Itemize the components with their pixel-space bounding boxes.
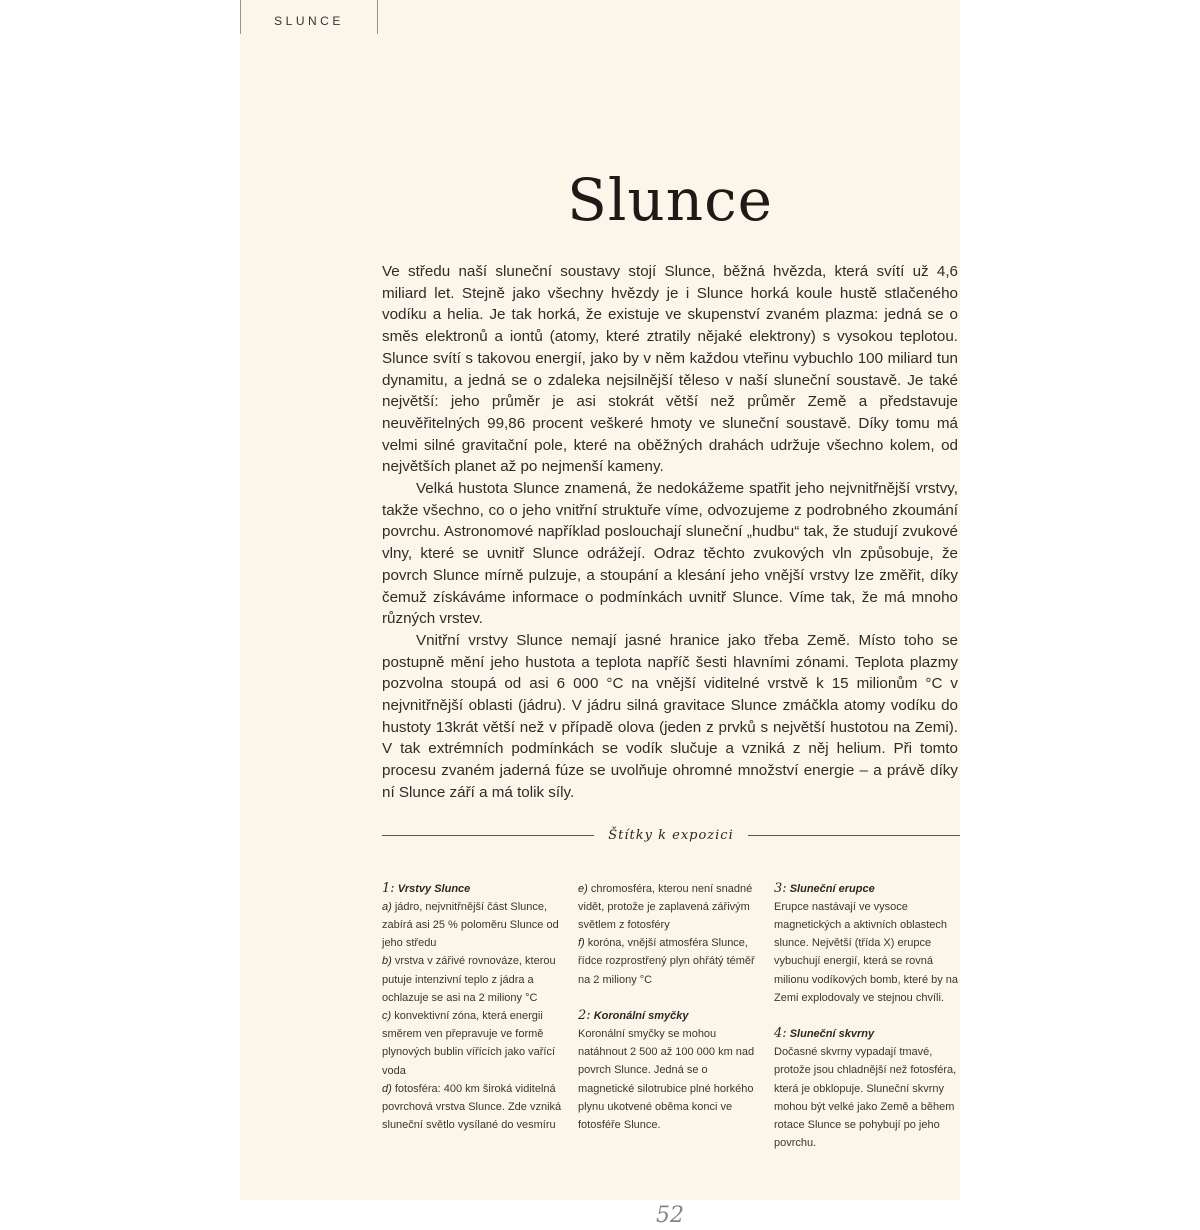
label-number: 2: <box>578 1007 591 1023</box>
label-text: Koronální smyčky se mohou natáhnout 2 500 až 100 000 km nad povrch Slunce. Jedná se o magnetické silotrubice plné horkého plynu ukotvené oběma konci ve fotosféře Slunce. <box>578 1028 755 1132</box>
page-content <box>382 160 958 1230</box>
item-text: jádro, nejvnitřnější část Slunce, zabírá asi 25 % poloměru Slunce od jeho středu <box>382 900 559 950</box>
label-title: Sluneční erupce <box>789 882 875 895</box>
page-number: 52 <box>656 1203 684 1229</box>
label-item <box>382 1080 570 1135</box>
item-letter: b) <box>382 955 392 968</box>
item-text: koróna, vnější atmosféra Slunce, řídce rozprostřený plyn ohřátý téměř na 2 miliony °C <box>578 937 755 986</box>
label-title: Vrstvy Slunce <box>397 882 471 895</box>
label-heading <box>774 1025 962 1043</box>
label-title: Sluneční skvrny <box>789 1028 875 1040</box>
chapter-tab-label: SLUNCE <box>274 14 344 28</box>
label-title: Koronální smyčky <box>593 1009 689 1022</box>
label-number: 4: <box>774 1026 787 1041</box>
label-item <box>578 880 766 935</box>
label-number: 1: <box>382 880 395 896</box>
label-text: Erupce nastávají ve vysoce magnetických a aktivních oblastech slunce. Největší (třída X) erupce vybuchují energií, která se rovná milionu vodíkových bomb, které by na Zemi explodovaly ve stejnou chvíli. <box>774 900 959 1004</box>
divider-left <box>382 835 594 836</box>
item-letter: a) <box>382 900 392 913</box>
paragraph: Velká hustota Slunce znamená, že nedokážeme spatřit jeho nejvnitřnější vrstvy, takže všechno, co o jeho vnitřní struktuře víme, odvozujeme z podrobného zkoumání povrchu. Astronomové například poslouchají sluneční „hudbu“ tak, že studují zvukové vlny, které se uvnitř Slunce odrážejí. Odraz těchto zvukových vln způsobuje, že povrch Slunce mírně pulzuje, a stoupání a klesání jeho vnější vrstvy lze změřit, díky čemuž získáváme informace o podmínkách uvnitř Slunce. Víme tak, že má mnoho různých vrstev. <box>382 480 958 628</box>
page-title: Slunce <box>567 166 773 234</box>
label-heading <box>382 880 570 898</box>
label-heading <box>578 1007 766 1025</box>
paragraph: Vnitřní vrstvy Slunce nemají jasné hranice jako třeba Země. Místo toho se postupně mění jeho hustota a teplota napříč šesti hlavními zónami. Teplota plazmy pozvolna stoupá od asi 6 000 °C na vnější viditelné vrstvě k 15 milionům °C v nejvnitřnější oblasti (jádru). V jádru silná gravitace Slunce zmáčkla atomy vodíku do hustoty 13krát větší než v případě olova (jeden z prvků s největší hustotou na Zemi). V tak extrémních podmínkách se vodík slučuje a vzniká z něj helium. Při tomto procesu zvaném jaderná fúze se uvolňuje ohromné množství energie – a právě díky ní Slunce září a má tolik síly. <box>382 631 958 801</box>
section-label: Štítky k expozici <box>608 827 734 843</box>
item-letter: c) <box>382 1010 392 1022</box>
item-letter: f) <box>578 937 585 950</box>
label-columns <box>382 880 958 1153</box>
item-text: konvektivní zóna, která energii směrem ven přepravuje ve formě plynových bublin vířících jako vařící voda <box>382 1010 556 1077</box>
item-letter: d) <box>382 1082 392 1095</box>
label-number: 3: <box>774 880 787 896</box>
label-column-2 <box>578 880 766 1135</box>
divider-right <box>748 835 960 836</box>
item-text: chromosféra, kterou není snadné vidět, protože je zaplavená zářivým světlem z fotosféry <box>578 882 753 931</box>
label-column-1 <box>382 880 570 1135</box>
label-text: Dočasné skvrny vypadají tmavé, protože jsou chladnější než fotosféra, která je obklopuje. Sluneční skvrny mohou být velké jako Země a během rotace Slunce se pohybují po jeho povrchu. <box>774 1046 957 1150</box>
item-text: fotosféra: 400 km široká viditelná povrchová vrstva Slunce. Zde vzniká sluneční světlo vysílané do vesmíru <box>382 1082 562 1132</box>
item-text: vrstva v zářivé rovnováze, kterou putuje intenzivní teplo z jádra a ochlazuje se asi na 2 miliony °C <box>382 955 556 1004</box>
chapter-tab <box>240 0 378 34</box>
item-letter: e) <box>578 882 588 895</box>
label-item <box>578 934 766 989</box>
body-text <box>382 261 958 804</box>
label-item <box>382 952 570 1007</box>
label-item <box>382 1007 570 1080</box>
label-item <box>382 898 570 953</box>
label-column-3 <box>774 880 962 1153</box>
paragraph: Ve středu naší sluneční soustavy stojí Slunce, běžná hvězda, která svítí už 4,6 miliard let. Stejně jako všechny hvězdy je i Slunce horká koule hustě stlačeného vodíku a helia. Je tak horká, že existuje ve skupenství zvaném plazma: jedná se o směs elektronů a iontů (atomy, které ztratily nějaké elektrony) s vysokou teplotou. Slunce svítí s takovou energií, jako by v něm každou vteřinu vybuchlo 100 miliard tun dynamitu, a jedná se o zdaleka nejsilnější těleso v naší sluneční soustavě. Je také největší: jeho průměr je asi stokrát větší než průměr Země a představuje neuvěřitelných 99,86 procent veškeré hmoty ve sluneční soustavě. Díky tomu má velmi silné gravitační pole, které na oběžných drahách udržuje všechno kolem, od největších planet až po nejmenší kameny. <box>382 263 958 476</box>
label-heading <box>774 880 962 898</box>
section-divider <box>382 826 960 846</box>
